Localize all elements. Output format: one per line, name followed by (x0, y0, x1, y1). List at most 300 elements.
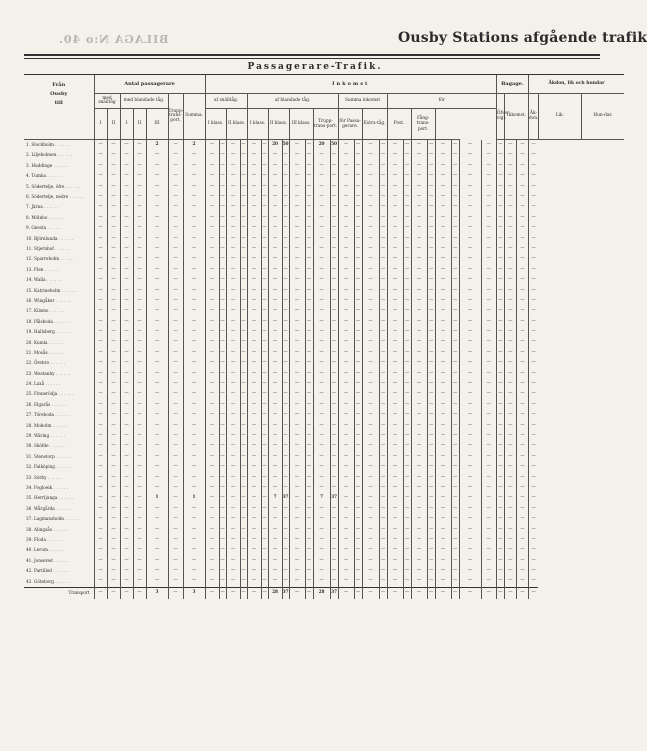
station-name: 35. Herrljunga . . . . . . (26, 495, 74, 501)
table-cell: — (268, 514, 282, 524)
table-cell: — (496, 400, 504, 410)
table-cell: — (427, 317, 435, 327)
table-cell: — (240, 275, 247, 285)
table-cell: — (451, 140, 459, 151)
table-cell: — (338, 161, 354, 171)
table-cell: — (168, 337, 183, 347)
table-cell: — (496, 337, 504, 347)
table-cell: — (362, 389, 379, 399)
table-cell: — (168, 202, 183, 212)
table-cell: — (268, 576, 282, 587)
table-cell: — (247, 379, 261, 389)
table-cell: — (94, 306, 107, 316)
table-cell: — (94, 389, 107, 399)
table-cell: — (247, 327, 261, 337)
table-cell: — (107, 556, 120, 566)
table-cell: — (146, 369, 168, 379)
table-cell: — (435, 150, 451, 160)
table-cell: — (168, 441, 183, 451)
table-cell: — (435, 369, 451, 379)
station-name: 8. Mölnbo . . . . . . (26, 214, 64, 220)
table-cell: — (387, 556, 403, 566)
table-cell: — (107, 244, 120, 254)
table-cell: — (435, 285, 451, 295)
table-cell: — (107, 369, 120, 379)
table-cell: — (107, 285, 120, 295)
table-cell: — (313, 556, 330, 566)
table-cell: — (387, 410, 403, 420)
table-cell: — (168, 358, 183, 368)
table-cell: — (282, 150, 289, 160)
table-cell: — (168, 410, 183, 420)
table-cell: — (387, 182, 403, 192)
table-cell: — (379, 358, 387, 368)
table-cell: — (133, 327, 146, 337)
table-cell: — (403, 265, 411, 275)
table-cell: — (362, 202, 379, 212)
station-name: 7. Järna . . . . . . (26, 204, 59, 210)
table-cell: — (240, 327, 247, 337)
table-cell: — (268, 421, 282, 431)
table-cell: — (481, 327, 496, 337)
table-cell: — (516, 234, 528, 244)
table-cell: — (282, 576, 289, 587)
table-cell: — (459, 171, 481, 181)
table-cell: — (94, 587, 107, 599)
table-cell: — (504, 327, 516, 337)
table-cell: 37 (330, 587, 338, 599)
table-cell: — (313, 389, 330, 399)
table-cell: — (282, 504, 289, 514)
table-cell: — (305, 431, 313, 441)
table-cell: — (459, 337, 481, 347)
table-cell: — (94, 556, 107, 566)
table-cell: — (261, 223, 268, 233)
table-cell: — (289, 514, 305, 524)
table-row (24, 504, 624, 514)
inc-bland-iii: III klass. (289, 109, 313, 140)
table-cell: — (481, 337, 496, 347)
table-cell: — (330, 400, 338, 410)
table-cell: — (362, 431, 379, 441)
table-cell: — (282, 535, 289, 545)
table-cell: — (496, 566, 504, 576)
table-cell: — (403, 327, 411, 337)
table-cell: — (146, 213, 168, 223)
table-cell: — (289, 285, 305, 295)
table-cell: — (496, 410, 504, 420)
table-cell: — (282, 473, 289, 483)
table-cell: — (183, 192, 205, 202)
table-cell: — (247, 431, 261, 441)
table-cell: — (226, 213, 240, 223)
table-cell: — (403, 389, 411, 399)
table-cell: — (459, 535, 481, 545)
table-cell: — (146, 306, 168, 316)
station-name: 23. Westanby . . . . . . (26, 370, 71, 376)
table-cell: — (146, 244, 168, 254)
table-cell: — (403, 410, 411, 420)
table-cell: — (289, 556, 305, 566)
table-cell: — (362, 473, 379, 483)
table-cell: — (268, 337, 282, 347)
table-cell: 37 (330, 493, 338, 503)
table-cell: — (496, 431, 504, 441)
table-cell: — (435, 327, 451, 337)
table-cell: — (219, 244, 226, 254)
table-cell: — (459, 556, 481, 566)
table-cell: — (289, 223, 305, 233)
table-cell: — (313, 576, 330, 587)
table-cell: — (330, 234, 338, 244)
table-cell: — (379, 161, 387, 171)
table-row (24, 150, 624, 160)
table-cell: — (247, 150, 261, 160)
table-cell: — (219, 535, 226, 545)
table-cell: — (240, 576, 247, 587)
table-cell: — (427, 161, 435, 171)
table-cell: — (133, 275, 146, 285)
table-cell: — (168, 473, 183, 483)
table-cell: — (435, 524, 451, 534)
table-row (24, 535, 624, 545)
table-cell: — (516, 462, 528, 472)
table-cell: — (313, 213, 330, 223)
table-cell: — (387, 545, 403, 555)
antal-header: Antal passagerare (94, 75, 205, 94)
table-cell: — (268, 473, 282, 483)
table-cell: — (387, 483, 403, 493)
table-cell: — (282, 223, 289, 233)
table-cell: — (435, 462, 451, 472)
table-cell: — (387, 369, 403, 379)
table-cell: — (219, 473, 226, 483)
table-cell: — (528, 140, 538, 151)
table-cell: — (305, 421, 313, 431)
table-cell: — (528, 327, 538, 337)
table-cell: — (459, 275, 481, 285)
table-cell: — (247, 514, 261, 524)
table-cell: — (240, 161, 247, 171)
table-row (24, 265, 624, 275)
table-cell: — (379, 473, 387, 483)
table-cell: — (289, 275, 305, 285)
table-cell: — (516, 524, 528, 534)
table-cell: — (330, 431, 338, 441)
table-cell: — (94, 441, 107, 451)
table-cell: — (107, 400, 120, 410)
summa-header: Summa. (183, 94, 205, 140)
table-cell: — (268, 431, 282, 441)
table-cell: — (247, 275, 261, 285)
table-cell: — (219, 265, 226, 275)
table-cell: — (496, 265, 504, 275)
table-cell: — (289, 202, 305, 212)
table-cell: — (247, 493, 261, 503)
table-cell: — (240, 140, 247, 151)
table-cell: — (411, 389, 427, 399)
table-cell: — (247, 337, 261, 347)
table-cell: — (305, 504, 313, 514)
table-cell: — (133, 452, 146, 462)
table-cell: — (496, 202, 504, 212)
table-cell: — (120, 524, 133, 534)
table-row (24, 483, 624, 493)
table-cell: — (338, 192, 354, 202)
table-cell: — (282, 483, 289, 493)
table-cell: — (146, 576, 168, 587)
table-cell: — (354, 348, 362, 358)
table-cell: — (459, 234, 481, 244)
table-row (24, 285, 624, 295)
table-cell: — (387, 317, 403, 327)
table-cell: — (183, 182, 205, 192)
table-cell: — (435, 296, 451, 306)
table-cell: — (289, 576, 305, 587)
table-cell: — (330, 296, 338, 306)
table-cell: 20 (313, 140, 330, 151)
table-cell: — (205, 337, 219, 347)
table-cell: — (427, 285, 435, 295)
table-row (24, 244, 624, 254)
table-cell: — (219, 493, 226, 503)
table-cell: — (459, 566, 481, 576)
table-cell: — (94, 150, 107, 160)
table-cell: — (133, 140, 146, 151)
table-cell: — (403, 275, 411, 285)
table-cell: — (120, 410, 133, 420)
table-cell: — (528, 317, 538, 327)
snall-i: I (94, 109, 107, 140)
table-cell: — (282, 254, 289, 264)
table-cell: — (313, 234, 330, 244)
table-cell: — (107, 493, 120, 503)
table-row (24, 452, 624, 462)
table-cell: — (330, 285, 338, 295)
table-cell: — (261, 306, 268, 316)
table-cell: — (268, 223, 282, 233)
table-cell: — (94, 369, 107, 379)
station-name: 9. Gnesta . . . . . . (26, 225, 63, 231)
table-cell: — (330, 254, 338, 264)
table-cell: — (354, 410, 362, 420)
table-cell: — (528, 462, 538, 472)
table-cell: — (183, 161, 205, 171)
table-cell: — (305, 587, 313, 599)
table-cell: — (451, 389, 459, 399)
table-cell: — (411, 493, 427, 503)
table-cell: — (354, 514, 362, 524)
table-cell: — (516, 545, 528, 555)
table-cell: — (387, 462, 403, 472)
table-cell: — (496, 275, 504, 285)
table-cell: — (354, 587, 362, 599)
table-cell: — (516, 182, 528, 192)
table-cell: — (379, 202, 387, 212)
table-cell: — (427, 254, 435, 264)
table-cell: — (354, 431, 362, 441)
table-cell: — (354, 473, 362, 483)
table-cell: — (268, 441, 282, 451)
table-cell: — (240, 535, 247, 545)
table-cell: — (516, 587, 528, 599)
table-cell: — (289, 348, 305, 358)
table-cell: — (146, 285, 168, 295)
table-cell: — (481, 431, 496, 441)
table-cell: — (183, 524, 205, 534)
table-cell: — (435, 306, 451, 316)
table-cell: — (205, 452, 219, 462)
table-cell: — (226, 358, 240, 368)
table-cell: — (313, 524, 330, 534)
table-cell: — (496, 327, 504, 337)
table-cell: — (516, 483, 528, 493)
table-cell: — (459, 576, 481, 587)
table-cell: — (362, 327, 379, 337)
table-cell: — (219, 369, 226, 379)
akdon-col-header: Åk-don. (528, 94, 538, 140)
table-cell: — (282, 431, 289, 441)
table-cell: — (226, 369, 240, 379)
table-cell: — (305, 182, 313, 192)
table-cell: — (338, 524, 354, 534)
table-cell: — (240, 431, 247, 441)
table-cell: — (168, 150, 183, 160)
table-cell: — (504, 483, 516, 493)
table-cell: — (528, 545, 538, 555)
table-cell: — (379, 504, 387, 514)
table-cell: — (387, 265, 403, 275)
table-cell: — (330, 514, 338, 524)
table-cell: — (289, 400, 305, 410)
table-cell: — (305, 389, 313, 399)
table-cell: — (268, 348, 282, 358)
table-cell: — (427, 182, 435, 192)
table-cell: — (379, 524, 387, 534)
table-cell: — (107, 254, 120, 264)
station-name: 29. Wäring . . . . . . (26, 433, 66, 439)
table-cell: — (94, 327, 107, 337)
table-cell: — (133, 306, 146, 316)
table-cell: — (94, 545, 107, 555)
table-cell: — (451, 358, 459, 368)
table-cell: — (107, 171, 120, 181)
table-cell: — (120, 223, 133, 233)
table-cell: — (168, 223, 183, 233)
table-cell: — (496, 192, 504, 202)
table-cell: — (435, 483, 451, 493)
table-cell: — (168, 421, 183, 431)
table-cell: — (183, 566, 205, 576)
table-cell: — (481, 161, 496, 171)
table-cell: — (168, 452, 183, 462)
table-cell: — (240, 358, 247, 368)
table-cell: — (528, 223, 538, 233)
table-cell: — (496, 379, 504, 389)
table-cell: — (528, 202, 538, 212)
station-name: 37. Lagmansholm . . . . . . (26, 516, 80, 522)
table-cell: — (205, 254, 219, 264)
table-cell: — (427, 421, 435, 431)
table-cell: — (247, 244, 261, 254)
table-cell: — (146, 327, 168, 337)
table-cell: — (528, 576, 538, 587)
table-cell: — (107, 545, 120, 555)
table-cell: — (459, 504, 481, 514)
table-cell: — (411, 587, 427, 599)
table-cell: — (240, 285, 247, 295)
table-cell: — (289, 234, 305, 244)
table-cell: — (261, 504, 268, 514)
table-cell: — (338, 140, 354, 151)
table-cell: — (403, 576, 411, 587)
table-cell: — (219, 441, 226, 451)
table-row (24, 556, 624, 566)
table-cell: — (183, 244, 205, 254)
table-cell: — (261, 379, 268, 389)
table-cell: — (528, 587, 538, 599)
table-cell: — (120, 234, 133, 244)
table-cell: — (219, 150, 226, 160)
table-cell: — (282, 296, 289, 306)
table-cell: — (94, 431, 107, 441)
table-cell: — (226, 504, 240, 514)
table-cell: — (120, 296, 133, 306)
table-cell: — (168, 535, 183, 545)
table-cell: — (330, 410, 338, 420)
table-row (24, 161, 624, 171)
table-cell: — (528, 265, 538, 275)
table-cell: — (146, 452, 168, 462)
table-cell: — (289, 254, 305, 264)
table-cell: — (451, 556, 459, 566)
table-cell: — (205, 265, 219, 275)
table-cell: — (183, 296, 205, 306)
table-cell: — (240, 493, 247, 503)
table-cell: — (226, 192, 240, 202)
table-cell: — (168, 369, 183, 379)
table-cell: — (226, 150, 240, 160)
table-cell: — (451, 348, 459, 358)
table-cell: — (146, 545, 168, 555)
table-cell: — (94, 566, 107, 576)
table-cell: — (305, 524, 313, 534)
table-cell: — (94, 244, 107, 254)
table-cell: — (481, 171, 496, 181)
ofvervigt-header: Öfver-vigt. (496, 94, 504, 140)
table-cell: — (247, 566, 261, 576)
table-cell: — (403, 358, 411, 368)
table-cell: — (289, 389, 305, 399)
table-cell: — (289, 337, 305, 347)
table-cell: — (313, 410, 330, 420)
table-cell: — (282, 358, 289, 368)
table-cell: — (226, 327, 240, 337)
table-cell: — (226, 275, 240, 285)
table-cell: — (289, 296, 305, 306)
table-cell: — (516, 493, 528, 503)
table-cell: — (435, 431, 451, 441)
table-cell: — (459, 182, 481, 192)
table-cell: — (387, 337, 403, 347)
table-cell: — (528, 410, 538, 420)
table-cell: — (240, 306, 247, 316)
table-cell: — (411, 379, 427, 389)
table-cell: — (516, 389, 528, 399)
table-cell: — (354, 213, 362, 223)
table-cell: — (387, 223, 403, 233)
table-cell: — (459, 213, 481, 223)
